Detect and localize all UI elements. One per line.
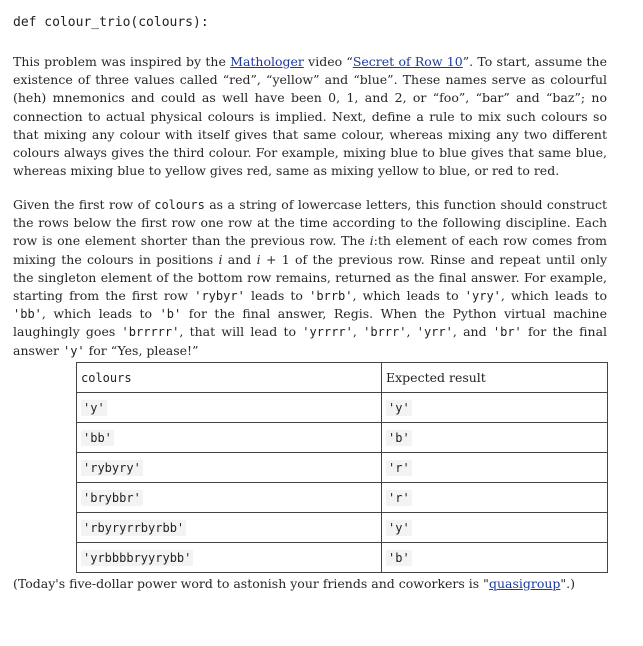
table-row [77,513,608,543]
table-row [77,483,608,513]
header-expected-result: Expected result [382,363,608,393]
rules-paragraph: Given the first row of colours as a string of lowercase letters, this function should construct the rows below the first row one row at the time according to the following discipline. Each row is one element shorter than the previous row. The i:th element of each row comes from mixing the colours in positions i and i + 1 of the previous row. Rinse and repeat until only the singleton element of the bottom row remains, returned as the final answer. For example, starting from the first row 'rybyr' leads to 'brrb', which leads to 'yry', which leads to 'bb', which leads to 'b' for the final answer, Regis. When the Python virtual machine laughingly goes 'brrrrr', that will lead to 'yrrrr', 'brrr', 'yrr', and 'br' for the final answer 'y' for “Yes, please!” [13,197,608,358]
header-colours: colours [77,363,382,393]
quasigroup-link[interactable]: quasigroup [488,576,561,591]
secret-of-row-10-link[interactable]: Secret of Row 10 [352,54,463,69]
result-cell: 'y' [382,513,608,543]
table-row [77,393,608,423]
mathologer-link[interactable]: Mathologer [230,54,304,69]
table-row [77,453,608,483]
input-cell: 'rybyry' [77,453,382,483]
examples-table [76,362,608,573]
input-cell: 'bb' [77,423,382,453]
result-cell: 'b' [382,423,608,453]
footnote-paragraph: (Today's five-dollar power word to astonish your friends and coworkers is "quasigroup".) [13,576,576,591]
intro-paragraph: This problem was inspired by the Mathologer video “Secret of Row 10”. To start, assume the existence of three values called “red”, “yellow” and “blue”. These names serve as colourful (heh) mnemonics and could as well have been 0, 1, and 2, or “foo”, “bar” and “baz”; no connection to actual physical colours is implied. Next, define a rule to mix such colours so that mixing any colour with itself gives that same colour, whereas mixing any two different colours always gives the third colour. For example, mixing blue to blue gives that same blue, whereas mixing blue to yellow gives red, same as mixing yellow to blue, or red to red. [13,54,607,179]
input-cell: 'rbyryrrbyrbb' [77,513,382,543]
table-row [77,543,608,573]
result-cell: 'y' [382,393,608,423]
table-row [77,423,608,453]
input-cell: 'yrbbbbryyrybb' [77,543,382,573]
result-cell: 'r' [382,483,608,513]
table-header-row [77,363,608,393]
input-cell: 'y' [77,393,382,423]
result-cell: 'r' [382,453,608,483]
function-signature: def colour_trio(colours): [13,15,209,30]
input-cell: 'brybbr' [77,483,382,513]
result-cell: 'b' [382,543,608,573]
